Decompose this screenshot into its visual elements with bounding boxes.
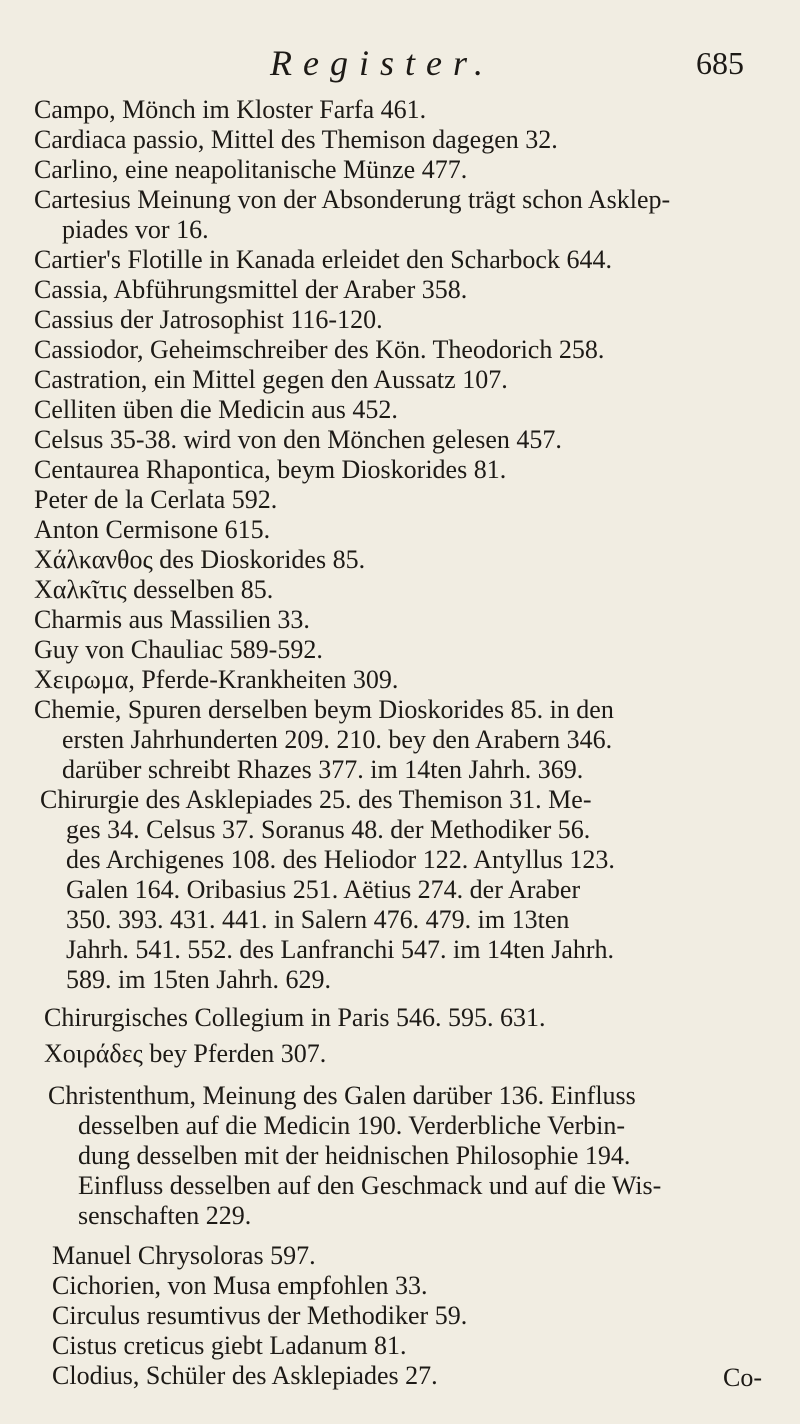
catchword: Co- <box>723 1363 762 1392</box>
index-line: Χειρωμα, Pferde-Krankheiten 309. <box>34 665 399 694</box>
index-line: des Archigenes 108. des Heliodor 122. Antyllus 123. <box>66 845 615 874</box>
index-line: Χοιράδες bey Pferden 307. <box>44 1039 327 1068</box>
index-line: Peter de la Cerlata 592. <box>34 485 278 514</box>
index-line: ersten Jahrhunderten 209. 210. bey den Arabern 346. <box>62 725 613 754</box>
index-line: Χάλκανθος des Dioskorides 85. <box>34 545 366 574</box>
index-line: Carlino, eine neapolitanische Münze 477. <box>34 155 468 184</box>
index-line: Christenthum, Meinung des Galen darüber 136. Einfluss <box>48 1081 636 1110</box>
index-line: Cichorien, von Musa empfohlen 33. <box>52 1271 428 1300</box>
index-line: Χαλκῖτις desselben 85. <box>34 575 274 604</box>
index-line: Cassius der Jatrosophist 116-120. <box>34 305 383 334</box>
index-line: Cardiaca passio, Mittel des Themison dagegen 32. <box>34 125 558 154</box>
index-line: Circulus resumtivus der Methodiker 59. <box>52 1301 468 1330</box>
index-line: Jahrh. 541. 552. des Lanfranchi 547. im 14ten Jahrh. <box>66 935 615 964</box>
page-number: 685 <box>696 45 744 81</box>
index-line: Centaurea Rhapontica, beym Dioskorides 81. <box>34 455 507 484</box>
index-line: Castration, ein Mittel gegen den Aussatz 107. <box>34 365 508 394</box>
index-line: piades vor 16. <box>62 215 209 244</box>
index-line: Charmis aus Massilien 33. <box>34 605 310 634</box>
index-line: dung desselben mit der heidnischen Philosophie 194. <box>78 1141 631 1170</box>
index-line: Chemie, Spuren derselben beym Dioskorides 85. in den <box>34 695 614 724</box>
index-line: Galen 164. Oribasius 251. Aëtius 274. der Araber <box>66 875 581 904</box>
index-line: Celsus 35-38. wird von den Mönchen gelesen 457. <box>34 425 562 454</box>
index-line: 350. 393. 431. 441. in Salern 476. 479. im 13ten <box>66 905 570 934</box>
index-line: Einfluss desselben auf den Geschmack und auf die Wis- <box>78 1171 662 1200</box>
index-line: ges 34. Celsus 37. Soranus 48. der Methodiker 56. <box>66 815 591 844</box>
index-line: desselben auf die Medicin 190. Verderbliche Verbin- <box>78 1111 626 1140</box>
index-line: darüber schreibt Rhazes 377. im 14ten Jahrh. 369. <box>62 755 584 784</box>
index-line: Chirurgie des Asklepiades 25. des Themison 31. Me- <box>40 785 592 814</box>
running-title: Register. <box>270 43 494 83</box>
index-line: Manuel Chrysoloras 597. <box>52 1241 316 1270</box>
index-line: senschaften 229. <box>78 1201 252 1230</box>
index-line: Cartier's Flotille in Kanada erleidet den Scharbock 644. <box>34 245 612 274</box>
index-line: Guy von Chauliac 589-592. <box>34 635 323 664</box>
index-line: Cistus creticus giebt Ladanum 81. <box>52 1331 407 1360</box>
index-line: Cassia, Abführungsmittel der Araber 358. <box>34 275 468 304</box>
page-header <box>0 38 800 88</box>
index-line: Campo, Mönch im Kloster Farfa 461. <box>34 95 427 124</box>
index-line: Anton Cermisone 615. <box>34 515 271 544</box>
index-line: Celliten üben die Medicin aus 452. <box>34 395 398 424</box>
index-line: Chirurgisches Collegium in Paris 546. 595. 631. <box>44 1003 546 1032</box>
index-line: Clodius, Schüler des Asklepiades 27. <box>52 1361 438 1390</box>
index-line: 589. im 15ten Jahrh. 629. <box>66 965 332 994</box>
index-line: Cartesius Meinung von der Absonderung trägt schon Asklep- <box>34 185 671 214</box>
index-line: Cassiodor, Geheimschreiber des Kön. Theodorich 258. <box>34 335 605 364</box>
